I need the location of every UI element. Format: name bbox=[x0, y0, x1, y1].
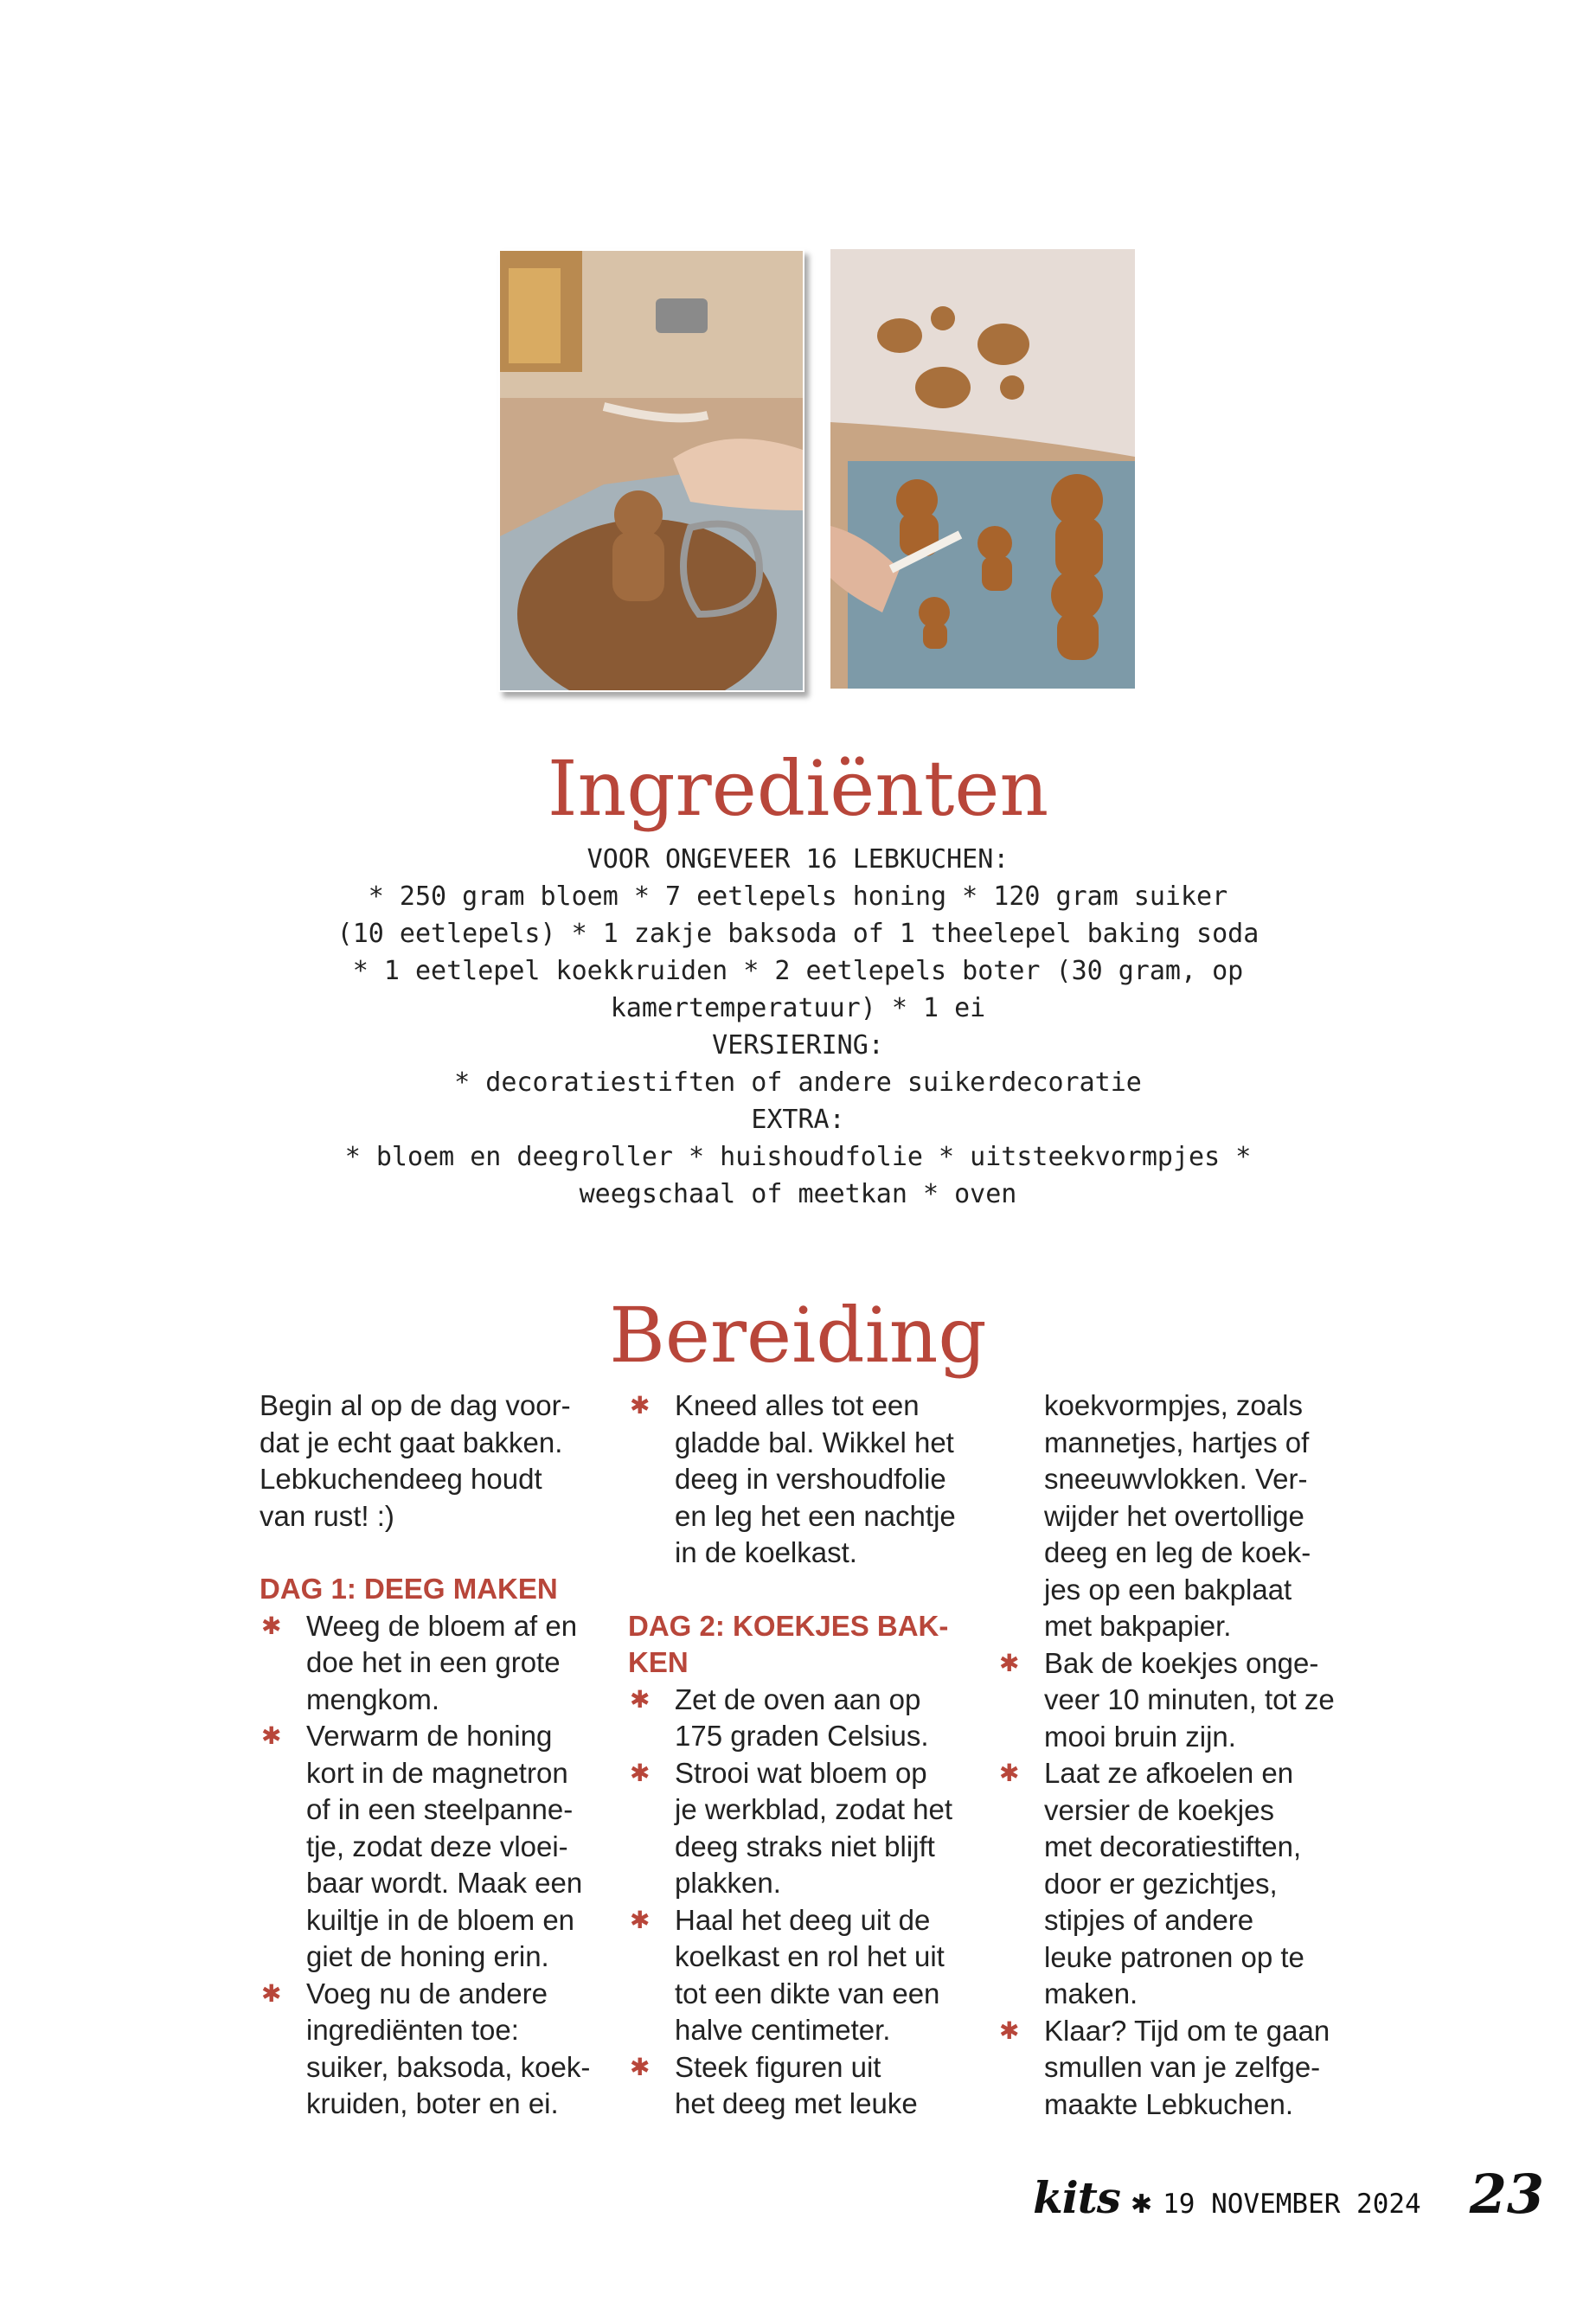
ingredients-line: * 1 eetlepel koekkruiden * 2 eetlepels boter (30 gram, op bbox=[352, 956, 1244, 986]
bullet-star-icon: ✱ bbox=[630, 2052, 651, 2081]
bullet-star-icon: ✱ bbox=[999, 1648, 1020, 1677]
ingredients-list bbox=[260, 841, 1336, 1213]
step-text: Klaar? Tijd om te gaan smullen van je zelfge- maakte Lebkuchen. bbox=[1044, 2014, 1330, 2120]
preparation-column-3 bbox=[997, 1388, 1343, 2123]
step-text: Verwarm de honing kort in de magnetron of in een steelpanne- tje, zodat deze vloei- baar wordt. Maak een kuiltje in de bloem en giet de honing erin. bbox=[306, 1720, 583, 1972]
step-item bbox=[628, 1755, 974, 1902]
ingredients-line: (10 eetlepels) * 1 zakje baksoda of 1 theelepel baking soda bbox=[337, 919, 1259, 949]
ingredients-line: EXTRA: bbox=[751, 1105, 845, 1135]
step-text: Bak de koekjes onge- veer 10 minuten, tot ze mooi bruin zijn. bbox=[1044, 1646, 1335, 1753]
photo-decorating-cookies bbox=[830, 249, 1135, 689]
photo-rolling-dough bbox=[498, 249, 804, 692]
ingredients-line: * decoratiestiften of andere suikerdecoratie bbox=[454, 1067, 1142, 1098]
step-item bbox=[628, 1902, 974, 2049]
step-item-continued bbox=[997, 1388, 1343, 1645]
ingredients-line: weegschaal of meetkan * oven bbox=[579, 1179, 1017, 1209]
ingredients-line: VERSIERING: bbox=[712, 1030, 884, 1061]
full-text-reference bbox=[0, 0, 1, 1]
step-item bbox=[628, 1682, 974, 1755]
step-text: Strooi wat bloem op je werkblad, zodat het deeg straks niet blijft plakken. bbox=[675, 1756, 953, 1899]
preparation-intro: Begin al op de dag voor- dat je echt gaat bakken. Lebkuchendeeg houdt van rust! :) bbox=[260, 1389, 571, 1532]
step-item bbox=[628, 1388, 974, 1572]
bullet-star-icon: ✱ bbox=[999, 2016, 1020, 2045]
preparation-column-2 bbox=[628, 1388, 974, 2123]
ingredients-line: * bloem en deegroller * huishoudfolie * uitsteekvormpjes * bbox=[344, 1142, 1252, 1172]
step-text: Steek figuren uit het deeg met leuke bbox=[675, 2050, 918, 2119]
bullet-star-icon: ✱ bbox=[630, 1391, 651, 1420]
step-item bbox=[997, 1645, 1343, 1756]
day2-title: DAG 2: KOEKJES BAK- KEN bbox=[628, 1609, 949, 1678]
page-number: 23 bbox=[1469, 2163, 1544, 2226]
step-text: Haal het deeg uit de koelkast en rol het uit tot een dikte van een halve centimeter. bbox=[675, 1903, 945, 2046]
bullet-star-icon: ✱ bbox=[261, 1978, 282, 2008]
preparation-heading: Bereiding bbox=[609, 1291, 987, 1380]
step-text: Weeg de bloem af en doe het in een grote mengkom. bbox=[306, 1609, 578, 1715]
ingredients-heading: Ingrediënten bbox=[547, 744, 1049, 833]
step-item bbox=[260, 1718, 606, 1976]
step-item bbox=[997, 1755, 1343, 2013]
issue-date: 19 NOVEMBER 2024 bbox=[1163, 2189, 1421, 2220]
photo-rolling-dough-illustration bbox=[500, 251, 803, 690]
intro-full bbox=[0, 0, 1, 1]
day1-title: DAG 1: DEEG MAKEN bbox=[260, 1573, 558, 1605]
step-item bbox=[997, 2013, 1343, 2124]
step-text: Voeg nu de andere ingrediënten toe: suiker, baksoda, koek- kruiden, boter en ei. bbox=[306, 1977, 591, 2119]
bullet-star-icon: ✱ bbox=[261, 1611, 282, 1640]
bullet-star-icon: ✱ bbox=[999, 1759, 1020, 1787]
step-text: Kneed alles tot een gladde bal. Wikkel het deeg in vershoudfolie en leg het een nachtje in de koelkast. bbox=[675, 1389, 956, 1568]
step-item bbox=[260, 1608, 606, 1719]
magazine-logo: kits bbox=[1033, 2172, 1120, 2223]
step-text: Zet de oven aan op 175 graden Celsius. bbox=[675, 1682, 929, 1752]
bullet-star-icon: ✱ bbox=[261, 1721, 282, 1750]
ingredients-line: VOOR ONGEVEER 16 LEBKUCHEN: bbox=[586, 844, 1010, 875]
preparation-column-1 bbox=[260, 1388, 606, 2123]
photo-decorating-cookies-illustration bbox=[830, 249, 1135, 689]
step-text: Laat ze afkoelen en versier de koekjes met decoratiestiften, door er gezichtjes, stipjes of andere leuke patronen op te maken. bbox=[1044, 1757, 1304, 2009]
bullet-star-icon: ✱ bbox=[630, 1758, 651, 1787]
ingredients-line: kamertemperatuur) * 1 ei bbox=[610, 993, 986, 1023]
ingredients-line: * 250 gram bloem * 7 eetlepels honing * 120 gram suiker bbox=[368, 881, 1228, 912]
footer-star-icon: ✱ bbox=[1130, 2190, 1153, 2219]
bullet-star-icon: ✱ bbox=[630, 1684, 651, 1714]
step-item bbox=[260, 1976, 606, 2123]
step-text: koekvormpjes, zoals mannetjes, hartjes of sneeuwvlokken. Ver- wijder het overtollige deeg en leg de koek- jes op een bakplaat met bakpapier. bbox=[1044, 1389, 1311, 1642]
page-footer bbox=[1033, 2163, 1544, 2226]
bullet-star-icon: ✱ bbox=[630, 1905, 651, 1934]
step-item bbox=[628, 2049, 974, 2123]
